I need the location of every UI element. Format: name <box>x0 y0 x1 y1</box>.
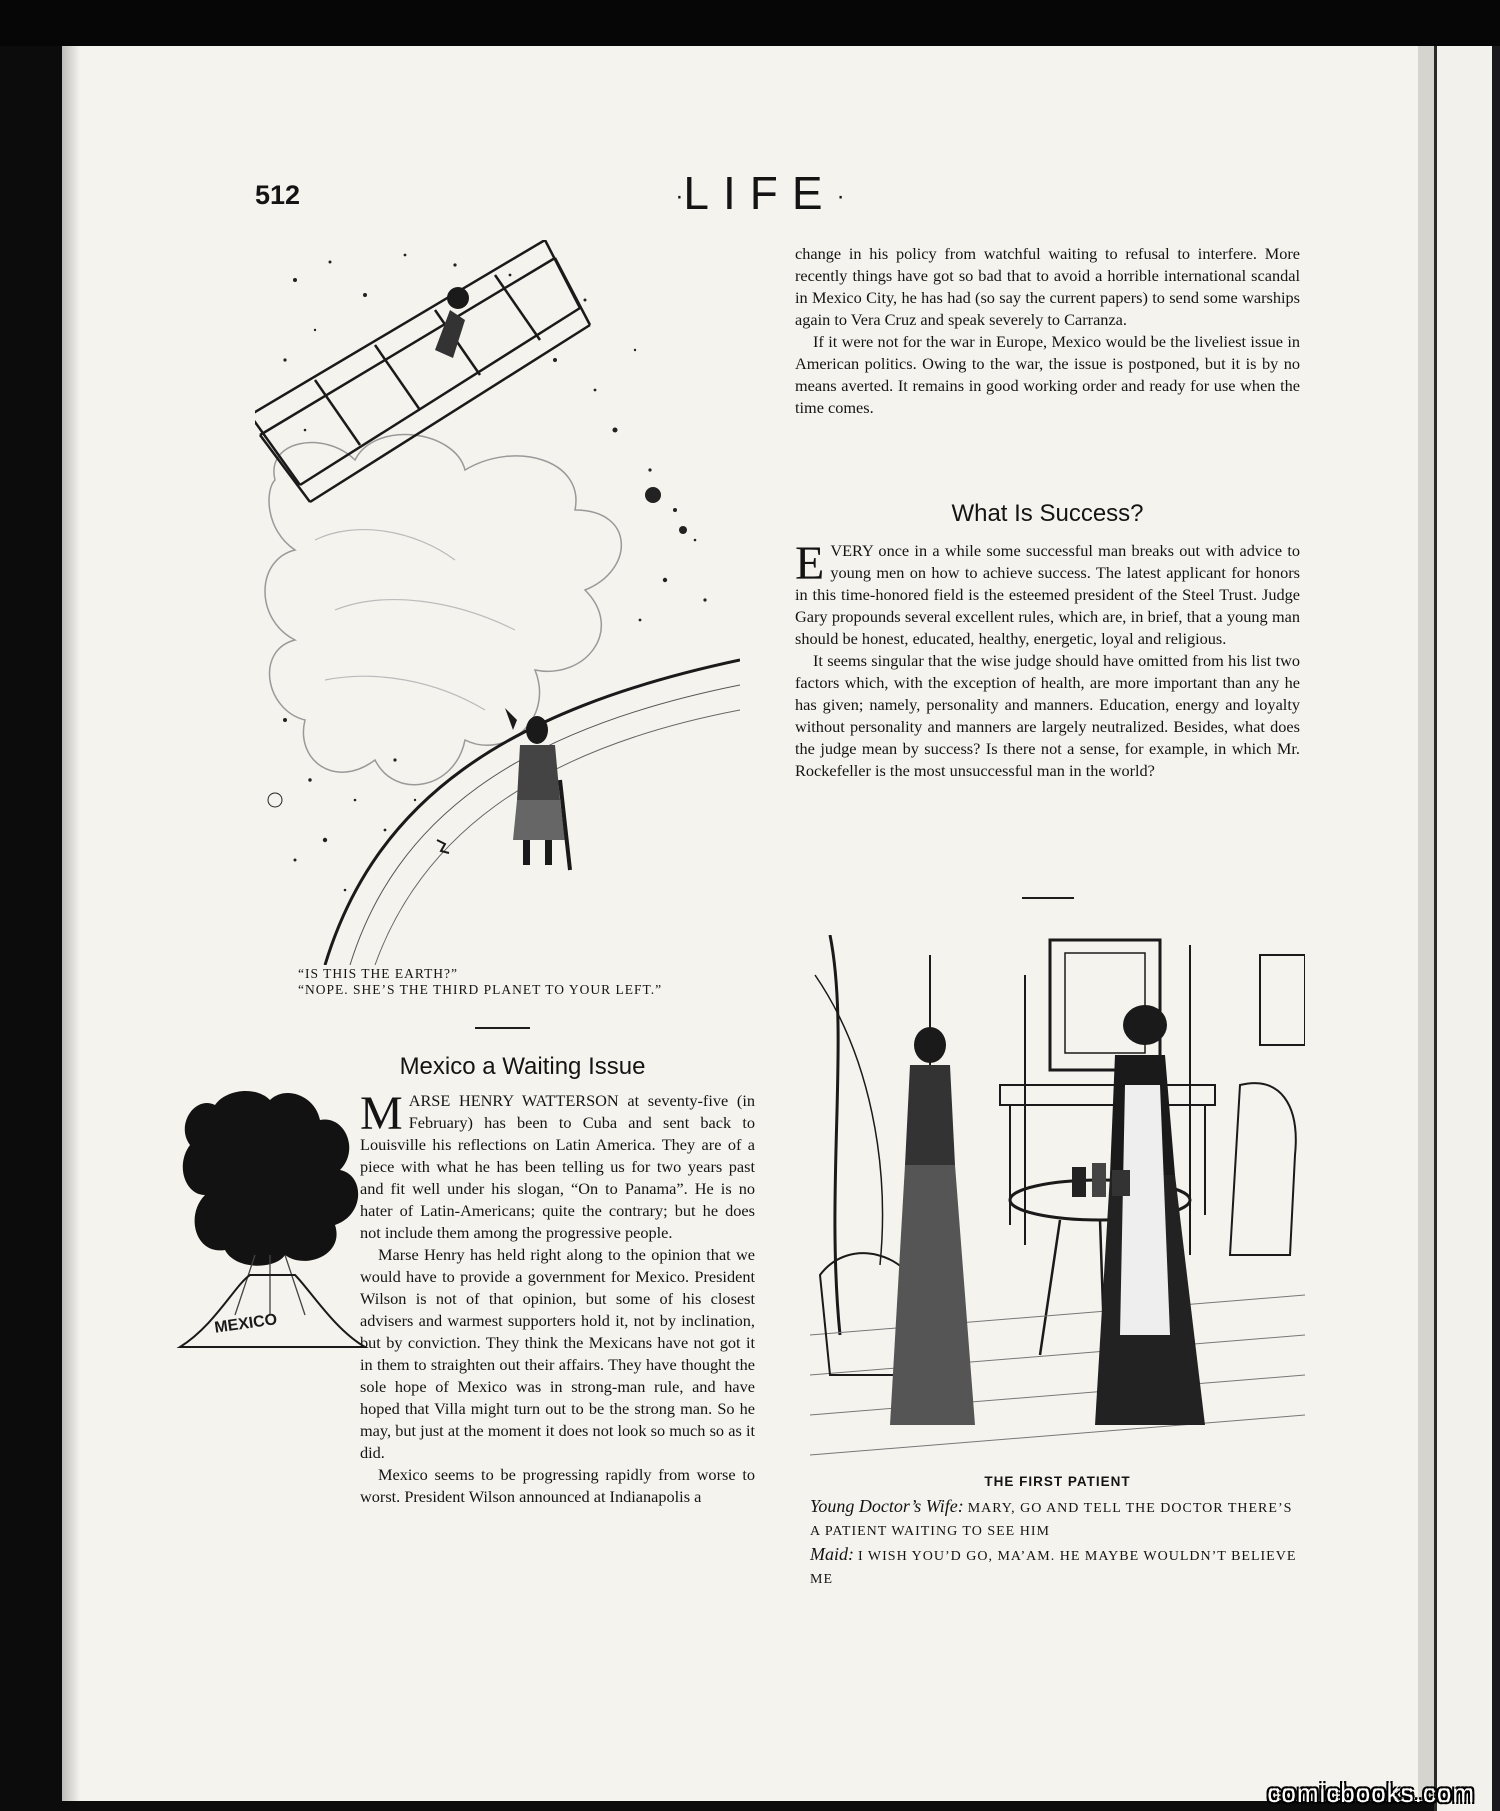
success-paragraph-1: VERY once in a while some successful man breaks out with advice to young men on how to achieve success. The latest applicant for honors in this time-honored field is the esteemed president of the Steel Trust. Judge Gary propounds several excellent rules, which are, in brief, that a young man should be honest, educated, healthy, energetic, loyal and religious. <box>795 541 1300 648</box>
speaker-maid: Maid: <box>810 1544 854 1564</box>
first-patient-caption <box>810 1474 1305 1591</box>
masthead <box>640 166 880 220</box>
caption-line-1: “IS THIS THE EARTH?” <box>298 966 459 981</box>
watermark: comicbooks.com <box>1267 1778 1475 1808</box>
success-drop-cap: E <box>795 537 825 590</box>
masthead-dot-left: · <box>675 182 684 210</box>
mexico-paragraph-4: If it were not for the war in Europe, Mexico would be the liveliest issue in American politics. Owing to the war, the issue is postponed, but it is by no means averted. It remains in good working order and ready for use when the time comes. <box>795 332 1300 417</box>
magazine-title: LIFE <box>683 167 837 219</box>
masthead-dot-right: · <box>836 182 845 210</box>
success-article <box>795 537 1300 782</box>
volcano-label: MEXICO <box>213 1311 279 1337</box>
speaker-wife: Young Doctor’s Wife: <box>810 1496 964 1516</box>
divider <box>475 1027 530 1029</box>
mexico-paragraph-2: Marse Henry has held right along to the opinion that we would have to provide a government for Mexico. President Wilson is not of that opinion, but some of his closest advisers and warmest supporters hold it, not by inclination, but by conviction. They think the Mexicans have not got it in them to straighten out their affairs. They have thought the sole hope of Mexico was in strong-man rule, and have hoped that Villa might turn out to be the strong man. So he may, but just at the moment it does not look so much so as it did. <box>360 1245 755 1462</box>
scan-top-border <box>0 0 1500 46</box>
mexico-continued: change in his policy from watchful waiting to refusal to interfere. More recently things have got so bad that to avoid a horrible international scandal in Mexico City, he has had (so say the current papers) to send some warships again to Vera Cruz and speak severely to Carranza. <box>795 244 1300 329</box>
mexico-paragraph-1-top <box>360 1087 755 1508</box>
maid-line: I WISH YOU’D GO, MA’AM. HE MAYBE WOULDN’T BELIEVE ME <box>810 1549 1297 1587</box>
airplane-planet-cartoon <box>255 240 740 965</box>
mexico-drop-cap: M <box>360 1087 403 1140</box>
mexico-paragraph-3: Mexico seems to be progressing rapidly from worse to worst. President Wilson announced at Indianapolis a <box>360 1465 755 1506</box>
adjacent-page-edge <box>1434 46 1500 1811</box>
cartoon-caption <box>298 966 748 998</box>
success-paragraph-2: It seems singular that the wise judge should have omitted from his list two factors which, with the exception of health, are more important than any he has given; namely, personality and manners. Education, energy and loyalty without personality and manners are largely neutralized. Besides, what does the judge mean by success? Is there not a sense, for example, in which Mr. Rockefeller is the most unsuccessful man in the world? <box>795 651 1300 780</box>
divider <box>1022 897 1074 899</box>
page-binding-shadow <box>62 46 80 1801</box>
page-number: 512 <box>255 180 301 210</box>
wife-line: MARY, GO AND TELL THE DOCTOR THERE’S A PATIENT WAITING TO SEE HIM <box>810 1501 1293 1539</box>
cartoon-title: THE FIRST PATIENT <box>984 1474 1131 1489</box>
page-edge <box>1418 46 1434 1801</box>
first-patient-illustration <box>810 935 1305 1465</box>
success-headline: What Is Success? <box>951 500 1144 527</box>
mexico-headline: Mexico a Waiting Issue <box>399 1053 646 1080</box>
caption-line-2: “NOPE. SHE’S THE THIRD PLANET TO YOUR LEFT.” <box>298 982 663 997</box>
right-column-top <box>795 243 1300 419</box>
volcano-illustration <box>175 1085 370 1355</box>
scan-right-border <box>1492 46 1500 1811</box>
mexico-paragraph-1: ARSE HENRY WATTERSON at seventy-five (in February) has been to Cuba and sent back to Louisville his reflections on Latin America. They are of a piece with what he has been telling us for two years past and fit well under his slogan, “On to Panama”. He is no hater of Latin-Americans; quite the contrary; but he does not include them among the progressive people. <box>360 1091 755 1242</box>
